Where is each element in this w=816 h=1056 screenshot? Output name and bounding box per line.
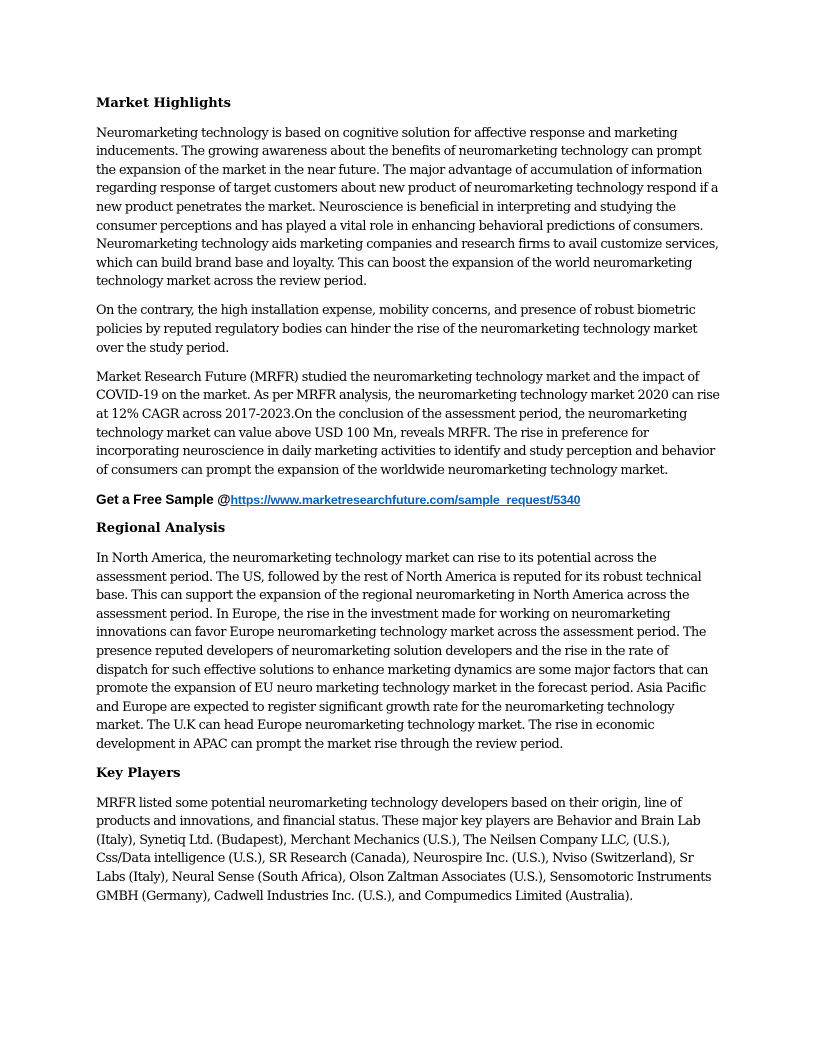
- regional-analysis-heading: Regional Analysis: [96, 521, 226, 537]
- key-players-paragraph: MRFR listed some potential neuromarketing technology developers based on their origin, line of products and innovations, and financial status. These major key players are Behavior and Brain Lab (Italy), Synetiq Ltd. (Budapest), Merchant Mechanics (U.S.), The Neilsen Company LLC, (U.S.), Css/Data intelligence (U.S.), SR Research (Canada), Neurospire Inc. (U.S.), Nviso (Switzerland), Sr Labs (Italy), Neural Sense (South Africa), Olson Zaltman Associates (U.S.), Sensomotoric Instruments GMBH (Germany), Cadwell Industries Inc. (U.S.), and Compumedics Limited (Australia).: [96, 795, 712, 904]
- document-page: [96, 95, 722, 917]
- market-highlights-paragraph-3: Market Research Future (MRFR) studied the neuromarketing technology market and the impact of COVID-19 on the market. As per MRFR analysis, the neuromarketing technology market 2020 can rise at 12% CAGR across 2017-2023.On the conclusion of the assessment period, the neuromarketing technology market can value above USD 100 Mn, reveals MRFR. The rise in preference for incorporating neuroscience in daily marketing activities to identify and study perception and behavior of consumers can prompt the expansion of the worldwide neuromarketing technology market.: [96, 369, 720, 478]
- key-players-heading: Key Players: [96, 766, 181, 781]
- sample-request-link[interactable]: https://www.marketresearchfuture.com/sample_request/5340: [230, 492, 581, 507]
- regional-analysis-paragraph: In North America, the neuromarketing technology market can rise to its potential across the assessment period. The US, followed by the rest of North America is reputed for its robust technical base. This can support the expansion of the regional neuromarketing in North America across the assessment period. In Europe, the rise in the investment made for working on neuromarketing innovations can favor Europe neuromarketing technology market across the assessment period. The presence reputed developers of neuromarketing solution developers and the rise in the rate of dispatch for such effective solutions to enhance marketing dynamics are some major factors that can promote the expansion of EU neuro marketing technology market in the forecast period. Asia Pacific and Europe are expected to register significant growth rate for the neuromarketing technology market. The U.K can head Europe neuromarketing technology market. The rise in economic development in APAC can prompt the market rise through the review period.: [96, 550, 709, 752]
- market-highlights-paragraph-1: Neuromarketing technology is based on cognitive solution for affective response and marketing inducements. The growing awareness about the benefits of neuromarketing technology can prompt the expansion of the market in the near future. The major advantage of accumulation of information regarding response of target customers about new product of neuromarketing technology respond if a new product penetrates the market. Neuroscience is beneficial in interpreting and studying the consumer perceptions and has played a vital role in enhancing behavioral predictions of consumers. Neuromarketing technology aids marketing companies and research firms to avail customize services, which can build brand base and loyalty. This can boost the expansion of the world neuromarketing technology market across the review period.: [96, 125, 719, 290]
- market-highlights-heading: Market Highlights: [96, 96, 231, 111]
- free-sample-label: Get a Free Sample @: [96, 491, 231, 507]
- market-highlights-paragraph-2: On the contrary, the high installation expense, mobility concerns, and presence of robust biometric policies by reputed regulatory bodies can hinder the rise of the neuromarketing technology market over the study period.: [96, 303, 698, 356]
- free-sample-line: [96, 491, 722, 511]
